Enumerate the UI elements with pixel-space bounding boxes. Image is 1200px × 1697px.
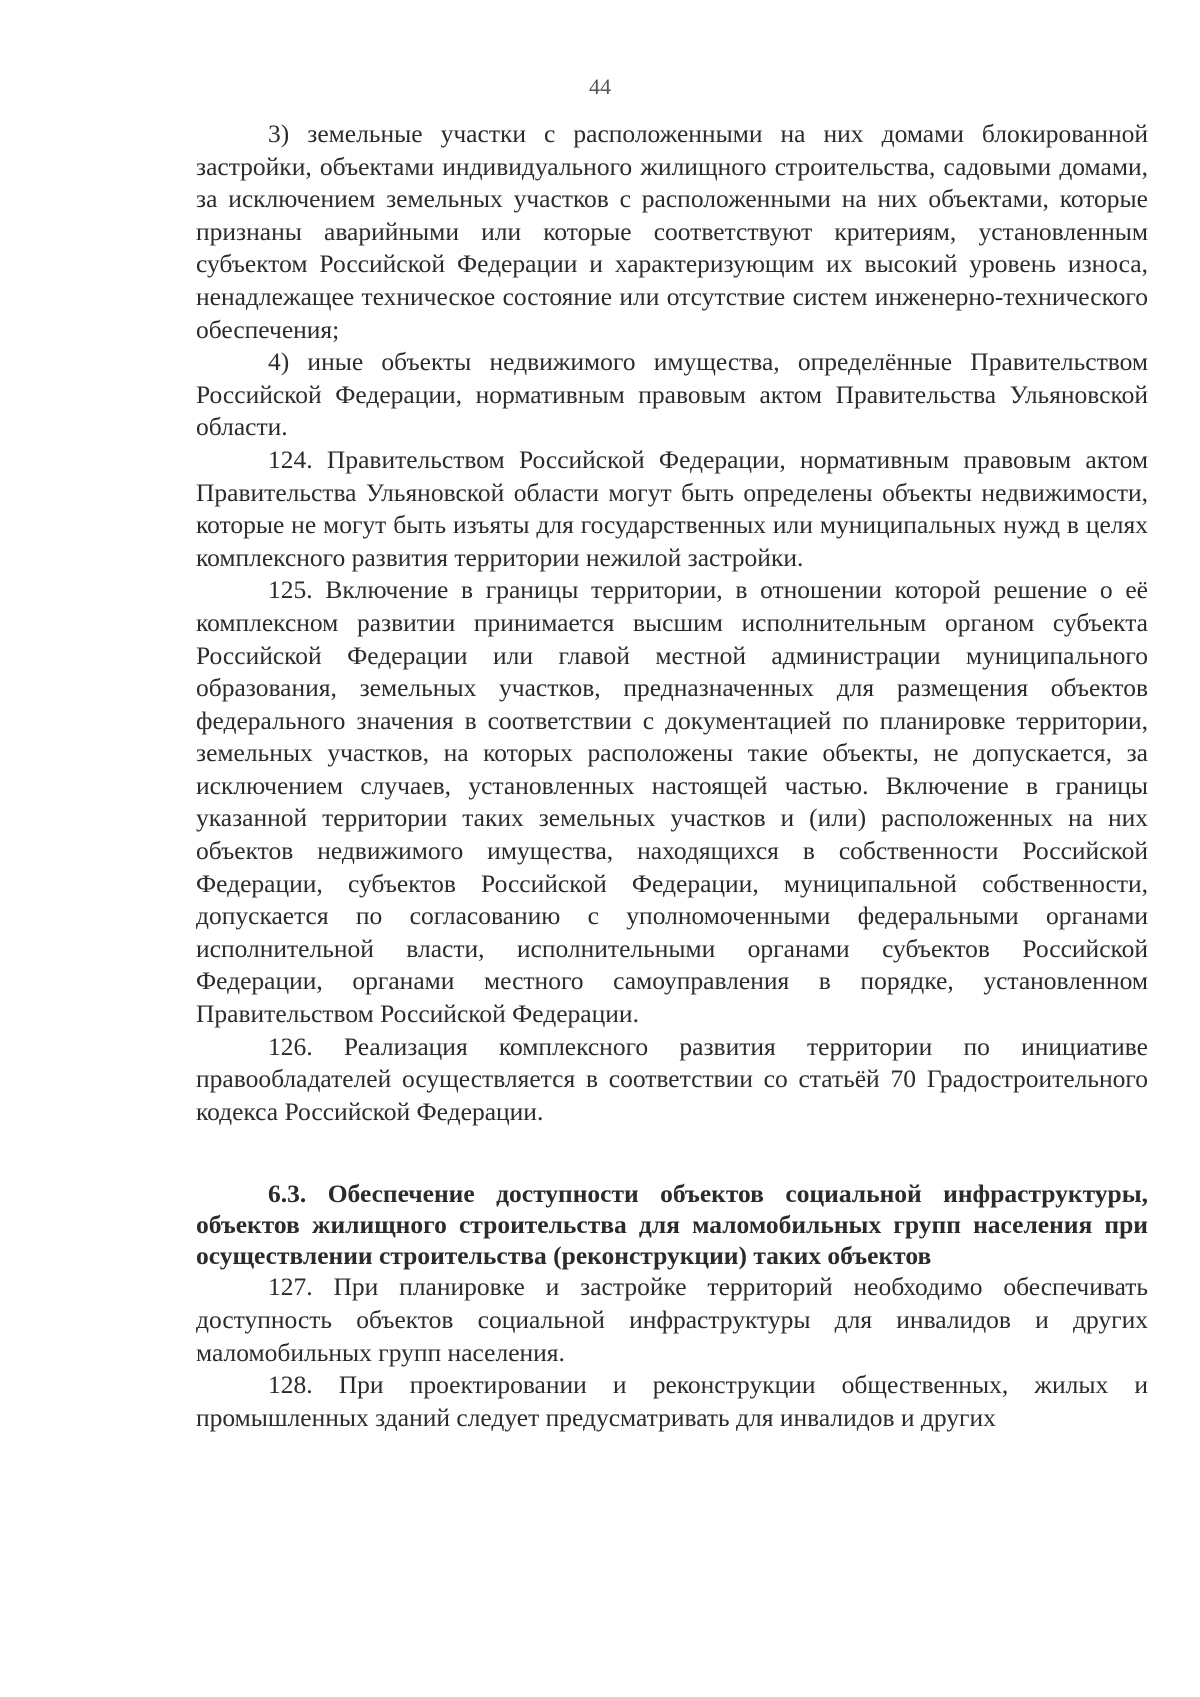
paragraph-125: 125. Включение в границы территории, в отношении которой решение о её комплексном развитии принимается высшим исполнительным органом субъекта Российской Федерации или главой местной администрации муниципального образования, земельных участков, предназначенных для размещения объектов федерального значения в соответствии с документацией по планировке территории, земельных участков, на которых расположены такие объекты, не допускается, за исключением случаев, установленных настоящей частью. Включение в границы указанной территории таких земельных участков и (или) расположенных на них объектов недвижимого имущества, находящихся в собственности Российской Федерации, субъектов Российской Федерации, муниципальной собственности, допускается по согласованию с уполномоченными федеральными органами исполнительной власти, исполнительными органами субъектов Российской Федерации, органами местного самоуправления в порядке, установленном Правительством Российской Федерации. bbox=[196, 575, 1148, 1029]
paragraph-124: 124. Правительством Российской Федерации, нормативным правовым актом Правительства Ульяновской области могут быть определены объекты недвижимости, которые не могут быть изъяты для государственных или муниципальных нужд в целях комплексного развития территории нежилой застройки. bbox=[196, 444, 1148, 572]
section-heading: 6.3. Обеспечение доступности объектов социальной инфраструктуры, объектов жилищного строительства для маломобильных групп населения при осуществлении строительства (реконструкции) таких объектов bbox=[196, 1179, 1148, 1271]
paragraph-128: 128. При проектировании и реконструкции общественных, жилых и промышленных зданий следует предусматривать для инвалидов и других bbox=[196, 1370, 1148, 1432]
document-body bbox=[196, 118, 1148, 1434]
paragraph-item-3: 3) земельные участки с расположенными на них домами блокированной застройки, объектами индивидуального жилищного строительства, садовыми домами, за исключением земельных участков с расположенными на них объектами, которые признаны аварийными или которые соответствуют критериям, установленным субъектом Российской Федерации и характеризующим их высокий уровень износа, ненадлежащее техническое состояние или отсутствие систем инженерно-технического обеспечения; bbox=[196, 119, 1148, 344]
page-number: 44 bbox=[589, 74, 611, 99]
paragraph-126: 126. Реализация комплексного развития территории по инициативе правообладателей осуществляется в соответствии со статьёй 70 Градостроительного кодекса Российской Федерации. bbox=[196, 1031, 1148, 1126]
paragraph-127: 127. При планировке и застройке территорий необходимо обеспечивать доступность объектов социальной инфраструктуры для инвалидов и других маломобильных групп населения. bbox=[196, 1272, 1148, 1367]
paragraph-item-4: 4) иные объекты недвижимого имущества, определённые Правительством Российской Федерации, нормативным правовым актом Правительства Ульяновской области. bbox=[196, 347, 1148, 442]
